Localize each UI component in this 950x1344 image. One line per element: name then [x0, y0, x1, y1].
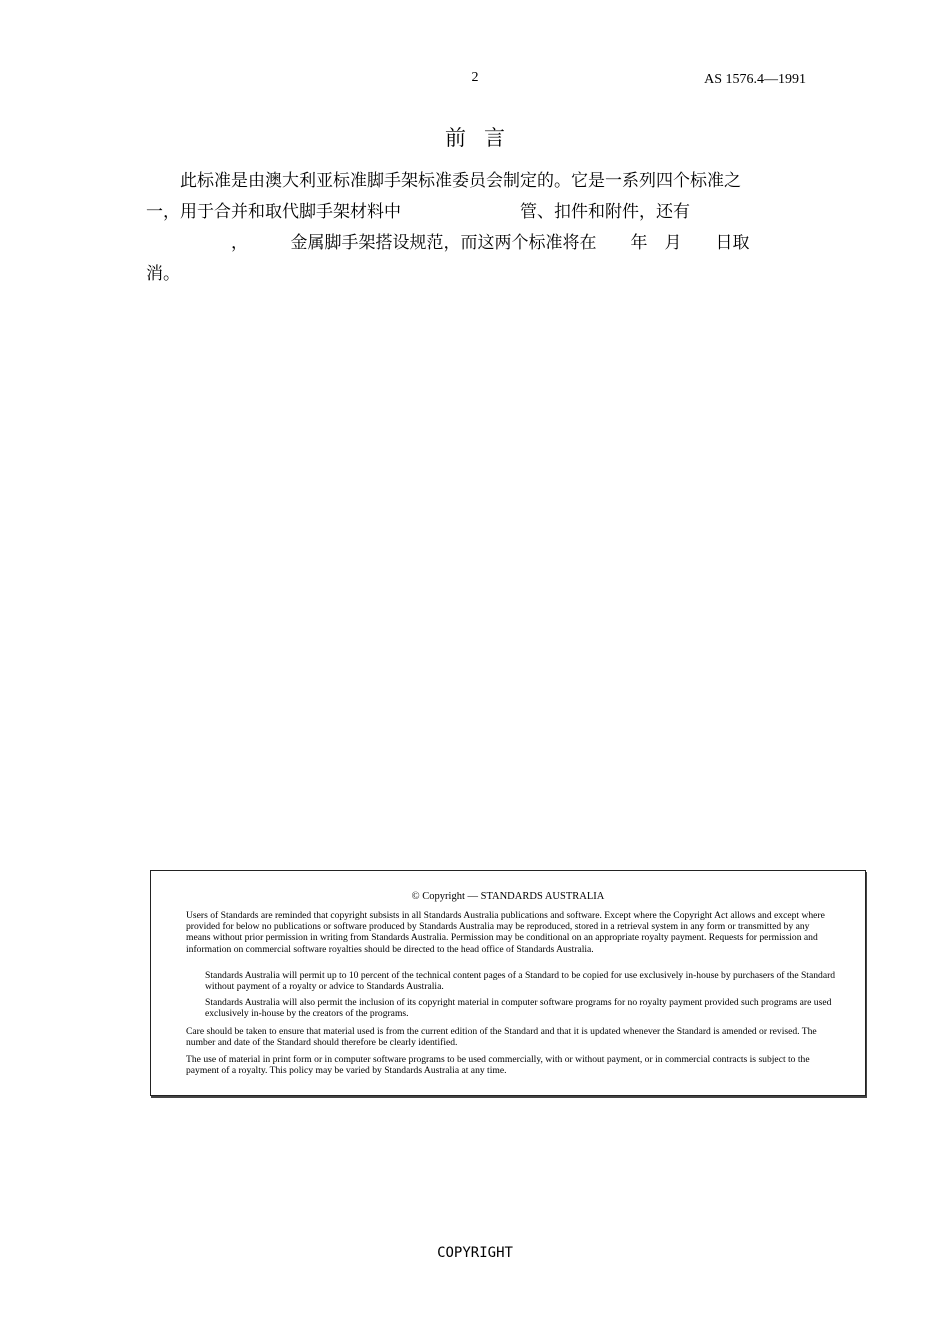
- standard-id: AS 1576.4—1991: [704, 72, 806, 87]
- copyright-notice-title: © Copyright — STANDARDS AUSTRALIA: [411, 891, 605, 902]
- copyright-paragraph-software: Standards Australia will also permit the inclusion of its copyright material in computer software programs for no royalty payment provided such programs are used exclusively in-house by the creators of the programs.: [205, 997, 832, 1020]
- copyright-notice-box: [150, 870, 866, 1096]
- preface-line-4: 消。: [146, 264, 180, 284]
- preface-line-3: ， 金属脚手架搭设规范，而这两个标准将在 年 月 日取: [146, 233, 750, 253]
- copyright-paragraph-inhouse-copying: Standards Australia will permit up to 10 percent of the technical content pages of a Standard to be copied for use exclusively in-house by purchasers of the Standard without payment of a royalty or advice to Standards Australia.: [205, 970, 836, 993]
- footer-copyright-label: COPYRIGHT: [437, 1245, 513, 1261]
- preface-line-2: 一，用于合并和取代脚手架材料中 管、扣件和附件，还有: [146, 202, 690, 222]
- preface-line-1: 此标准是由澳大利亚标准脚手架标准委员会制定的。它是一系列四个标准之: [146, 171, 741, 191]
- page-number: 2: [471, 70, 479, 85]
- copyright-paragraph-current-edition: Care should be taken to ensure that material used is from the current edition of the Standard and that it is updated whenever the Standard is amended or revised. The number and date of the Standard should therefore be clearly identified.: [186, 1026, 817, 1049]
- copyright-paragraph-commercial-use: The use of material in print form or in computer software programs to be used commercially, with or without payment, or in commercial contracts is subject to the payment of a royalty. This policy may be varied by Standards Australia at any time.: [186, 1054, 810, 1077]
- section-title: 前言: [445, 126, 523, 150]
- copyright-paragraph-users: Users of Standards are reminded that copyright subsists in all Standards Australia publications and software. Except where the Copyright Act allows and except where provided for below no publications or software produced by Standards Australia may be reproduced, stored in a retrieval system in any form or transmitted by any means without prior permission in writing from Standards Australia. Permission may be conditional on an appropriate royalty payment. Requests for permission and information on commercial software royalties should be directed to the head office of Standards Australia.: [186, 910, 825, 955]
